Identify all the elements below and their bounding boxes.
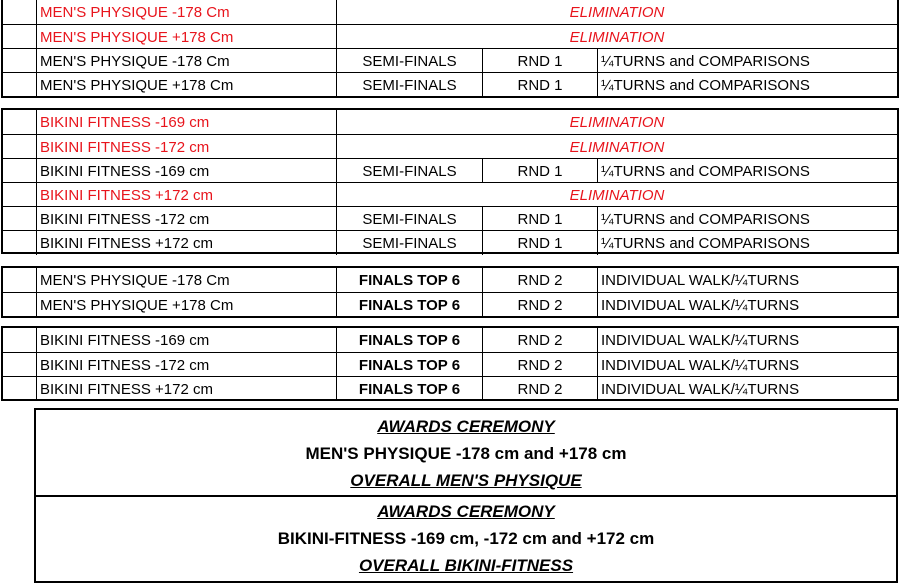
table-row (3, 73, 897, 97)
row-marker-cell (3, 328, 37, 352)
format-cell: INDIVIDUAL WALK/¼TURNS (601, 356, 800, 374)
round-cell: RND 2 (483, 353, 598, 377)
stage-cell: FINALS TOP 6 (337, 268, 483, 292)
table-row (3, 293, 897, 317)
row-marker-cell (3, 159, 37, 183)
awards-categories: BIKINI-FITNESS -169 cm, -172 cm and +172 cm (277, 529, 655, 548)
row-marker-cell (3, 231, 37, 255)
stage-cell: FINALS TOP 6 (337, 293, 483, 317)
elimination-cell: ELIMINATION (569, 28, 665, 46)
format-cell: ¼TURNS and COMPARISONS (601, 52, 810, 70)
format-cell: INDIVIDUAL WALK/¼TURNS (601, 296, 800, 314)
event-cell: BIKINI FITNESS +172 cm (37, 183, 337, 207)
table-row (3, 159, 897, 183)
elimination-cell: ELIMINATION (569, 138, 665, 156)
format-cell: INDIVIDUAL WALK/¼TURNS (601, 271, 800, 289)
event-cell: MEN'S PHYSIQUE +178 Cm (37, 25, 337, 49)
event-cell: BIKINI FITNESS -169 cm (37, 328, 337, 352)
awards-overall: OVERALL BIKINI-FITNESS (358, 556, 574, 575)
event-cell: MEN'S PHYSIQUE +178 Cm (37, 73, 337, 97)
schedule-section-bikini-finals (1, 326, 899, 401)
awards-categories: MEN'S PHYSIQUE -178 cm and +178 cm (305, 444, 627, 463)
format-cell: INDIVIDUAL WALK/¼TURNS (601, 331, 800, 349)
format-cell: ¼TURNS and COMPARISONS (601, 162, 810, 180)
event-cell: BIKINI FITNESS -172 cm (37, 207, 337, 231)
table-row (3, 110, 897, 134)
row-marker-cell (3, 0, 37, 24)
format-cell: ¼TURNS and COMPARISONS (601, 234, 810, 252)
format-cell: INDIVIDUAL WALK/¼TURNS (601, 380, 800, 398)
table-row (3, 328, 897, 352)
stage-cell: FINALS TOP 6 (337, 377, 483, 401)
awards-ceremony-mens-physique (34, 408, 898, 497)
round-cell: RND 2 (483, 268, 598, 292)
table-row (3, 207, 897, 231)
round-cell: RND 2 (483, 293, 598, 317)
table-row (3, 49, 897, 73)
row-marker-cell (3, 207, 37, 231)
stage-cell: SEMI-FINALS (337, 73, 483, 97)
awards-overall: OVERALL MEN'S PHYSIQUE (350, 471, 582, 490)
stage-cell: SEMI-FINALS (337, 159, 483, 183)
table-row (3, 231, 897, 255)
schedule-section-bikini-prejudging (1, 108, 899, 254)
row-marker-cell (3, 293, 37, 317)
table-row (3, 183, 897, 207)
row-marker-cell (3, 353, 37, 377)
round-cell: RND 1 (483, 231, 598, 255)
format-cell: ¼TURNS and COMPARISONS (601, 210, 810, 228)
elimination-cell: ELIMINATION (569, 3, 665, 21)
row-marker-cell (3, 135, 37, 159)
event-cell: BIKINI FITNESS -169 cm (37, 159, 337, 183)
table-row (3, 268, 897, 292)
elimination-cell: ELIMINATION (569, 186, 665, 204)
event-cell: BIKINI FITNESS +172 cm (37, 231, 337, 255)
row-marker-cell (3, 110, 37, 134)
round-cell: RND 2 (483, 377, 598, 401)
event-cell: BIKINI FITNESS -172 cm (37, 353, 337, 377)
row-marker-cell (3, 183, 37, 207)
stage-cell: FINALS TOP 6 (337, 328, 483, 352)
awards-heading: AWARDS CEREMONY (377, 417, 555, 436)
round-cell: RND 1 (483, 159, 598, 183)
stage-cell: SEMI-FINALS (337, 207, 483, 231)
table-row (3, 0, 897, 24)
format-cell: ¼TURNS and COMPARISONS (601, 76, 810, 94)
row-marker-cell (3, 49, 37, 73)
event-cell: MEN'S PHYSIQUE +178 Cm (37, 293, 337, 317)
schedule-section-mens-physique-finals (1, 266, 899, 318)
elimination-cell: ELIMINATION (569, 113, 665, 131)
row-marker-cell (3, 73, 37, 97)
event-cell: BIKINI FITNESS +172 cm (37, 377, 337, 401)
event-cell: BIKINI FITNESS -172 cm (37, 135, 337, 159)
event-cell: MEN'S PHYSIQUE -178 Cm (37, 0, 337, 24)
stage-cell: SEMI-FINALS (337, 49, 483, 73)
awards-ceremony-bikini-fitness (34, 495, 898, 583)
table-row (3, 377, 897, 401)
schedule-section-mens-physique-prejudging (1, 0, 899, 98)
stage-cell: SEMI-FINALS (337, 231, 483, 255)
round-cell: RND 1 (483, 49, 598, 73)
table-row (3, 135, 897, 159)
round-cell: RND 2 (483, 328, 598, 352)
round-cell: RND 1 (483, 207, 598, 231)
row-marker-cell (3, 268, 37, 292)
event-cell: MEN'S PHYSIQUE -178 Cm (37, 268, 337, 292)
round-cell: RND 1 (483, 73, 598, 97)
row-marker-cell (3, 377, 37, 401)
event-cell: MEN'S PHYSIQUE -178 Cm (37, 49, 337, 73)
row-marker-cell (3, 25, 37, 49)
stage-cell: FINALS TOP 6 (337, 353, 483, 377)
table-row (3, 25, 897, 49)
event-cell: BIKINI FITNESS -169 cm (37, 110, 337, 134)
table-row (3, 353, 897, 377)
awards-heading: AWARDS CEREMONY (377, 502, 555, 521)
